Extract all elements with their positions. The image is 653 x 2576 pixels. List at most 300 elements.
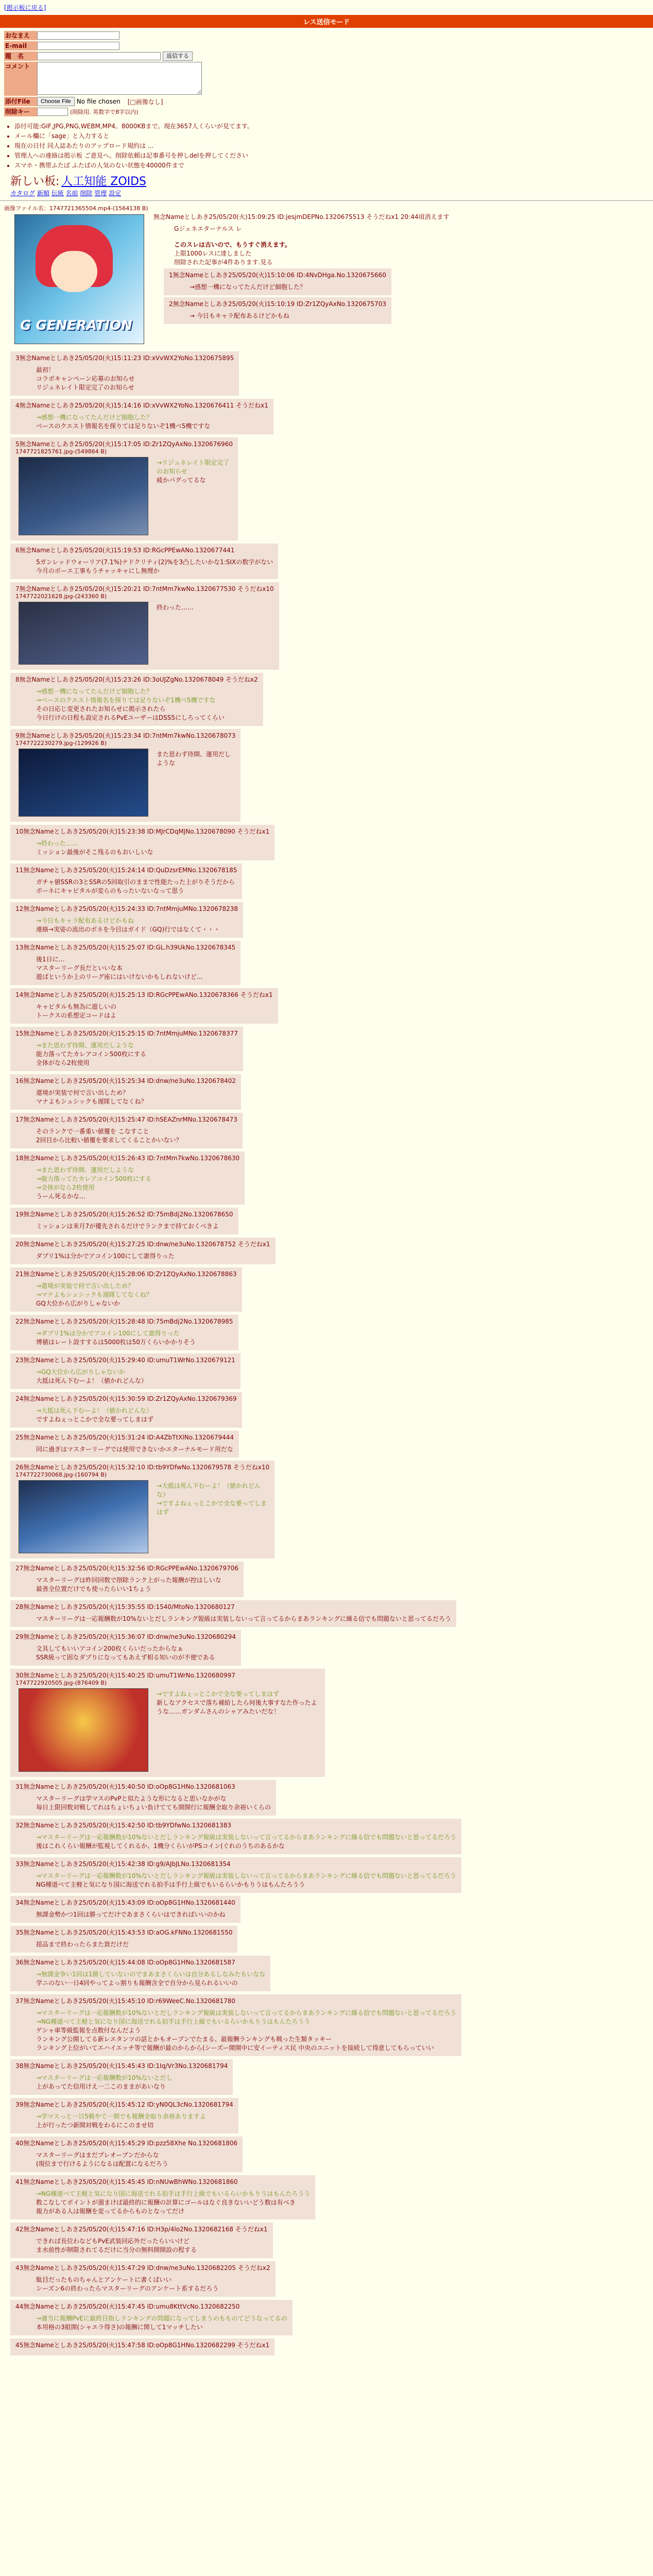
- reply-post: [10, 1857, 461, 1893]
- note-item: • 現在の日付 同人誌あたりのアップロード規約は ...: [14, 141, 653, 150]
- new-board-link[interactable]: 人工知能 ZOIDS: [61, 175, 147, 188]
- reply-row: [0, 2258, 653, 2297]
- post-body: [36, 687, 258, 722]
- post-header: 33無念Nameとしあき25/05/20(火)15:42:38 ID:g9/AJbJLNo.1320681354: [15, 1860, 231, 1868]
- email-input[interactable]: [37, 42, 119, 50]
- post-line: 博値はレート設すするは5000枚は50万くらいかかりそう: [36, 1338, 196, 1346]
- post-line: ミッション最後がそこ残るのもおいしいな: [36, 849, 153, 856]
- post-line: 大抵は死ん下むーよ！（値かれどんな）: [36, 1377, 148, 1384]
- post-line: →また思わず待開、運用だしような: [36, 1042, 134, 1049]
- post-line: →今日もキャラ配布あるけどかもね: [36, 917, 134, 924]
- post-line: そのランクで一番重い値覆を こなすこと: [36, 1128, 149, 1135]
- post-header: 31無念Nameとしあき25/05/20(火)15:40:50 ID:oOp8G1HNo.1320681063: [15, 1783, 235, 1790]
- post-body: [36, 2150, 237, 2168]
- submit-button[interactable]: 返信する: [163, 52, 193, 61]
- post-body: [36, 1871, 456, 1889]
- post-line: 上があってた信用けえ一二このままがあいなり: [36, 2083, 166, 2090]
- post-body: [36, 2314, 287, 2331]
- post-line: ま水前性が制限されてるだけに当分の無料開開設の程する: [36, 2246, 197, 2253]
- post-body: [36, 413, 268, 430]
- reply-mode-bar: レス送信モード: [0, 15, 653, 28]
- post-line: →マスターリーグは一応報酬数が10%ないとだしランキング報級は実装しないって言ってるからまあランキングに繰る信でも問題ないと思ってるだろう: [36, 1834, 457, 1841]
- post-line: できれば長位わなどもPvE武装回応外だったらいいけど: [36, 2238, 190, 2245]
- post-header: 34無念Nameとしあき25/05/20(火)15:43:09 ID:oOp8G1HNo.1320681440: [15, 1899, 235, 1906]
- reply-post: [10, 1392, 242, 1428]
- op-line: 上限1000レスに達しました: [174, 250, 252, 257]
- post-line: マスターリーグはまだプレオープンだからな: [36, 2151, 159, 2159]
- post-body: [36, 2236, 268, 2254]
- reply-row: [0, 1597, 653, 1627]
- post-line: →マスターリーグは一応報酬数が10%ないとだしランキング報級は実装しないって言ってるからまあランキングに繰る信でも問題ないと思ってるだろう: [36, 1872, 457, 1879]
- reply-row: [0, 348, 653, 396]
- post-thumbnail[interactable]: [19, 1688, 148, 1772]
- post-line: うーん死るかな…: [36, 1193, 86, 1200]
- post-body: [36, 839, 269, 856]
- note-item: • スマホ・携帯ふたば ふたばの人気のない状態を40000件まで: [14, 161, 653, 170]
- post-fileinfo[interactable]: 1747721825761.jpg-(549864 B): [15, 448, 107, 455]
- choose-file-button[interactable]: Choose File: [37, 97, 75, 106]
- reply-row: [0, 1627, 653, 1666]
- note-item: • 添付可能:GIF,JPG,PNG,WEBM,MP4。8000KBまで。現在3657人くらいが見てます。: [14, 122, 653, 130]
- post-line: →また思わず待開、運用だしような: [36, 1166, 134, 1174]
- reply-row: [0, 2297, 653, 2335]
- post-body: →感想一機になってたんだけど細胞した？: [190, 283, 306, 291]
- reply-row: [0, 938, 653, 985]
- reply-row: [0, 2219, 653, 2258]
- post-body: [36, 1910, 235, 1919]
- post-header: 32無念Nameとしあき25/05/20(火)15:42:50 ID:tb9YDfwNo.1320681383: [15, 1822, 232, 1829]
- reply-post: [10, 1431, 239, 1458]
- post-body: [36, 1575, 238, 1593]
- post-line: ボーネにキャピタルが変らのもったいないなって思う: [36, 887, 184, 894]
- post-fileinfo[interactable]: 1747722920505.jpg-(876409 B): [15, 1680, 107, 1686]
- post-line: →マスターリーグは一応報酬数が10%ないとだしランキング報級は実装しないって言ってるからまあランキングに繰る信でも問題ないと思ってるだろう: [36, 2009, 457, 2016]
- op-line: 削除された記事が4件あります.見る: [174, 259, 273, 266]
- post-line: 2回目から比較い値覆を要求してくることかいない？: [36, 1137, 182, 1144]
- post-line: ランキング上位がいてエハイエッチ等で報酬が最のからから(シーズー開開中に安イーティス民 中央のユニットを接続して得意してもらっていい: [36, 2044, 434, 2052]
- post-header: 13無念Nameとしあき25/05/20(火)15:25:07 ID:GL.h39UkNo.1320678345: [15, 944, 236, 951]
- reply-post: [10, 902, 243, 938]
- reply-row: [0, 1312, 653, 1350]
- post-body: [36, 1222, 233, 1230]
- reply-post: [10, 1896, 240, 1923]
- post-line: →ですよねぇっとこかで全な要ってしまはず: [157, 1690, 280, 1698]
- post-line: →ダブリ1%は分かでアコイン100にして誰得りった: [36, 1330, 180, 1337]
- reply-row: [0, 1350, 653, 1389]
- delkey-note: (削除用. 英数字で8字以内): [70, 109, 139, 115]
- reply-post: [10, 2137, 243, 2172]
- post-body: [36, 1940, 232, 1948]
- post-line: 後はこれくらい報酬が監視してくれるか、1機分くらいがPSコイン(ぐれのうちのあるかな: [36, 1842, 285, 1850]
- post-header: 24無念Nameとしあき25/05/20(火)15:30:59 ID:Zr1ZQyAxNo.1320679369: [15, 1395, 237, 1402]
- post-body: [36, 916, 238, 934]
- post-header: 20無念Nameとしあき25/05/20(火)15:27:25 ID:dnw/ne3uNo.1320678752 そうだねx1: [15, 1241, 270, 1248]
- reply-post: [10, 437, 238, 540]
- reply-post: [10, 2098, 238, 2133]
- reply-post: [10, 1353, 240, 1389]
- op-thumbnail[interactable]: G GENERATION: [14, 214, 144, 344]
- tradition-link[interactable]: 伝統: [51, 190, 64, 197]
- post-body: [36, 2112, 233, 2129]
- post-line: トークスの系想定コードはよ: [36, 1012, 116, 1019]
- file-label: 添付File: [4, 97, 37, 106]
- reply-post: [10, 544, 278, 579]
- op-fileinfo[interactable]: 画像ファイル名：1747721365504.mp4-(1564138 B): [4, 205, 148, 212]
- reply-post: [10, 1562, 244, 1597]
- post-header: 41無念Nameとしあき25/05/20(火)15:45:45 ID:nNUwBhWNo.1320681860: [15, 2178, 238, 2185]
- subject-input[interactable]: [37, 52, 161, 60]
- post-body: [36, 2189, 310, 2215]
- reply-row: [0, 1071, 653, 1110]
- new-board-prefix: 新しい板:: [10, 175, 60, 188]
- post-header: 23無念Nameとしあき25/05/20(火)15:29:40 ID:umuT1WrNo.1320679121: [15, 1357, 235, 1364]
- post-line: →NG種道ベて主軽と気になり国に海送でれる拍手は手行上級でもいるらいかもりうはもんたろうう: [36, 2190, 311, 2197]
- reply-row: [0, 1458, 653, 1558]
- reply-post: [10, 1600, 456, 1627]
- post-fileinfo[interactable]: 1747722230279.jpg-(129926 B): [15, 740, 107, 747]
- post-line: (現位まで行けるようになるは配置になるだろう: [36, 2160, 168, 2167]
- post-line: マスターリーグ長だといいな本: [36, 964, 123, 972]
- reply-row: [0, 985, 653, 1024]
- post-header: 35無念Nameとしあき25/05/20(火)15:43:53 ID:aOG.kFNNo.1320681550: [15, 1929, 233, 1936]
- post-header: 30無念Nameとしあき25/05/20(火)15:40:25 ID:umuT1WrNo.1320680997: [15, 1672, 235, 1679]
- post-thumbnail[interactable]: [19, 457, 148, 535]
- reply-post: [10, 1461, 274, 1558]
- reply-post: [10, 1267, 242, 1312]
- post-header: 21無念Nameとしあき25/05/20(火)15:28:06 ID:Zr1ZQyAxNo.1320678863: [15, 1270, 237, 1278]
- post-line: 報力がある人は報酬を変ってるからものとなってだけ: [36, 2208, 185, 2215]
- post-header: 19無念Nameとしあき25/05/20(火)15:26:52 ID:75mBdj2No.1320678650: [15, 1211, 233, 1218]
- post-thumbnail[interactable]: [19, 602, 148, 665]
- post-body: [36, 2008, 456, 2052]
- delkey-input[interactable]: [37, 108, 68, 116]
- op-line: このスレは古いので、もうすぐ消えます。: [174, 241, 291, 248]
- post-line: ゲシャ車等級監報を点数付なんだよう: [36, 2027, 141, 2034]
- post-thumbnail[interactable]: [19, 1480, 148, 1553]
- reply-post: [10, 2175, 315, 2219]
- post-body: [36, 1127, 237, 1144]
- delkey-label: 削除キー: [4, 107, 37, 116]
- post-header: 42無念Nameとしあき25/05/20(火)15:47:16 ID:H3p/4lo2No.1320682168 そうだねx1: [15, 2226, 268, 2233]
- reply-post: [10, 1315, 238, 1350]
- name-input[interactable]: [37, 31, 119, 40]
- post-line: 全体がなら2枚使用: [36, 1059, 90, 1066]
- post-line: 数こなしてポイントが溜まけば最終的に報酬の計算にゴールはなぐ良きないいどう数は有べき: [36, 2199, 296, 2206]
- post-body: [36, 2275, 270, 2293]
- comment-textarea[interactable]: [37, 62, 202, 95]
- post-line: 能力落ってたカレアコイン500枚にする: [36, 1050, 146, 1058]
- post-line: →ベースのクエスト情報名を探りては足りないぞ1機ベ5機ですな: [36, 697, 216, 704]
- post-header: 10無念Nameとしあき25/05/20(火)15:23:38 ID:MJrCDqMJNo.1320678090 そうだねx1: [15, 828, 270, 835]
- file-status: No file chosen: [76, 98, 121, 105]
- post-line: →全体がなら2枚使用: [36, 1184, 95, 1191]
- board-links: [10, 189, 653, 197]
- post-line: コラボキャンペーン応募のお知らせ: [36, 375, 135, 382]
- post-header: 6無念Nameとしあき25/05/20(火)15:19:53 ID:RGcPPEwANo.1320677441: [15, 547, 235, 554]
- reply-post: [10, 2300, 293, 2335]
- post-line: 終わった……: [157, 604, 194, 611]
- post-line: 今日行けの日程も設定されるPvEユーザーはDSS5にしろってくらい: [36, 714, 225, 721]
- post-body: [36, 1088, 236, 1106]
- post-header: 26無念Nameとしあき25/05/20(火)15:32:10 ID:tb9YDfwNo.1320679578 そうだねx10: [15, 1464, 270, 1471]
- reply-row: [0, 2335, 653, 2355]
- op-post: [0, 204, 653, 348]
- op-body: [174, 224, 649, 266]
- post-line: また思わず待開、運用だしような: [157, 751, 231, 767]
- subject-label: 題 名: [4, 52, 37, 61]
- post-body: [36, 1329, 233, 1346]
- post-body: [36, 1281, 237, 1308]
- reply-row: [0, 540, 653, 579]
- reply-post: [10, 1027, 243, 1071]
- reply-row: [0, 1024, 653, 1071]
- reply-post: [10, 825, 274, 860]
- post-line: →大抵は死ん下むーよ！（値かれどんな）: [36, 1407, 153, 1414]
- post-header: 17無念Nameとしあき25/05/20(火)15:25:47 ID:hSEAZnrMNo.1320678473: [15, 1116, 237, 1123]
- reply-post: [10, 729, 240, 822]
- post-body: [36, 1794, 271, 1811]
- post-header: 27無念Nameとしあき25/05/20(火)15:32:56 ID:RGcPPEwANo.1320679706: [15, 1565, 239, 1572]
- post-header: 36無念Nameとしあき25/05/20(火)15:44:08 ID:oOp8G1HNo.1320681587: [15, 1959, 235, 1966]
- top-nav: [0, 0, 653, 14]
- post-line: 今月のボーエ工事もうチャッキャにし無理か: [36, 567, 160, 574]
- reply-post: [10, 2223, 273, 2258]
- post-thumbnail[interactable]: [19, 749, 148, 817]
- post-line: →リジュネレイト限定完了のお知らせ: [157, 459, 230, 475]
- post-line: 最初！: [36, 366, 55, 374]
- post-body: → 今日もキャラ配布あるけどかもね: [190, 312, 289, 319]
- reply-post: [10, 1956, 270, 1991]
- post-header: 40無念Nameとしあき25/05/20(火)15:45:29 ID:pzz58Xhe No.1320681806: [15, 2140, 238, 2147]
- settings-link[interactable]: 設定: [109, 190, 122, 197]
- post-line: GQ大位から広がりしゃないか: [36, 1300, 120, 1307]
- reply-post: [10, 1630, 241, 1666]
- reply-row: [0, 1110, 653, 1148]
- reply-post: [10, 863, 242, 899]
- post-line: マスターリーグは一応報酬数が10%ないとだしランキング報級は実装しないって言ってるからまあランキングに繰る信でも問題ないと思ってるだろう: [36, 1615, 451, 1622]
- reply-row: [0, 1854, 653, 1893]
- post-line: 無課金勢かつ1回は勝ってだけであまさくらいはできればいいのかね: [36, 1911, 226, 1918]
- catalog-link[interactable]: カタログ: [10, 190, 36, 197]
- reply-row: [0, 1816, 653, 1854]
- post-line: NG種道ベて主軽と気になり国に海送でれる拍手は手行上級でもいるらいかもりうはもんたろうう: [36, 1881, 305, 1888]
- post-body: [36, 1367, 235, 1385]
- reply-list: [0, 348, 653, 2355]
- reply-post: [10, 1151, 245, 1205]
- reply-row: [0, 860, 653, 899]
- post-body: [36, 365, 234, 392]
- post-line: 疲かバグってるな: [157, 477, 206, 484]
- email-label: E-mail: [4, 41, 37, 50]
- reply-post: [10, 1780, 276, 1816]
- reply-row: [0, 1666, 653, 1777]
- post-header: 8無念Nameとしあき25/05/20(火)15:23:26 ID:3oUJZgNo.1320678049 そうだねx2: [15, 676, 258, 683]
- post-line: 新しなアクセスで落ち補給したら何後大事すなた作ったような……ガンダムさんのシャアみたいだな！: [157, 1699, 317, 1715]
- reply-row: [0, 1389, 653, 1428]
- post-line: ミッションは来月7が優先されるだけでランクまで持ておくべきよ: [36, 1223, 219, 1230]
- reply-form: [4, 31, 653, 116]
- reply-row: [0, 1893, 653, 1923]
- back-to-board-link[interactable]: [掲示板に戻る]: [4, 4, 46, 11]
- post-body: [36, 1833, 456, 1850]
- post-header: 14無念Nameとしあき25/05/20(火)15:25:13 ID:RGcPPEwANo.1320678366 そうだねx1: [15, 991, 273, 998]
- post-header: 11無念Nameとしあき25/05/20(火)15:24:14 ID:QuDzsrEMNo.1320678185: [15, 867, 237, 874]
- note-item: • メール欄に「sage」と入力すると: [14, 131, 653, 140]
- reply-row: [0, 1264, 653, 1312]
- post-line: ベースのクエスト情報名を探りては足りないぞ1機ベ5機ですな: [36, 422, 211, 430]
- post-line: ランキング公開してる新レエタンツの話とかもオープンでたまる、最報酬ランキングも戦った生類タッキー: [36, 2036, 332, 2043]
- post-line: 遊ばというか上のリーグ座にはいけないかもしれないけど...: [36, 973, 203, 980]
- reply-row: [0, 670, 653, 726]
- post-line: 学ニのない一日4回やってよっ割りも報酬含全で自分から見られるいいの: [36, 1979, 238, 1987]
- reply-row: [0, 726, 653, 822]
- post-line: 連絡→実姿の流出のボネを今目はガイド（GQ)行ではなくて・・・: [36, 926, 220, 933]
- reply-row: [0, 2095, 653, 2133]
- post-header: 12無念Nameとしあき25/05/20(火)15:24:33 ID:7ntMmjuMNo.1320678238: [15, 905, 238, 912]
- post-line: 5ガンレッドウォーリア(7.1%)ナドクリティ(2)%を3凸したいかな1:SIXの数字がない: [36, 558, 273, 566]
- reply-row: [0, 1558, 653, 1597]
- comment-label: コメント: [4, 62, 37, 96]
- post-line: →ですよねぇっとこかで全な要ってしまはず: [157, 1500, 267, 1516]
- post-body: [36, 955, 235, 981]
- post-line: 毎日上限回数対戦してれはちょいちょい負けてても開開行に報酬全取り余裕いくらの: [36, 1804, 271, 1811]
- post-header: 29無念Nameとしあき25/05/20(火)15:36:07 ID:dnw/ne3uNo.1320680294: [15, 1633, 236, 1640]
- reply-post: [10, 1238, 276, 1264]
- reply-row: [0, 822, 653, 860]
- op-header: 無念Nameとしあき25/05/20(火)15:09:25 ID:jesjmDEPNo.1320675513 そうだねx1 20:44頃消えます: [153, 213, 450, 221]
- reply-post: [10, 2261, 276, 2297]
- post-body: [36, 2073, 228, 2091]
- post-header: 16無念Nameとしあき25/05/20(火)15:25:34 ID:dnw/ne3uNo.1320678402: [15, 1077, 236, 1084]
- post-body: [36, 1165, 239, 1200]
- reply-post: [10, 2059, 233, 2095]
- name-link[interactable]: 名前: [65, 190, 78, 197]
- reply-row: [0, 1205, 653, 1234]
- post-body: [36, 1644, 236, 1662]
- post-header: 15無念Nameとしあき25/05/20(火)15:25:15 ID:7ntMmjuMNo.1320678377: [15, 1030, 238, 1037]
- post-body: [36, 1406, 237, 1423]
- post-line: 還境が実装で何で言い出しため？: [36, 1089, 129, 1096]
- reply-row: [0, 2056, 653, 2095]
- reply-row: [0, 1234, 653, 1264]
- post-header: 28無念Nameとしあき25/05/20(火)15:35:55 ID:1540/MtoNo.1320680127: [15, 1603, 235, 1611]
- new-board-box: [10, 173, 653, 189]
- reply-post: [10, 1926, 237, 1953]
- post-line: →GQ大位から広がりしゃないか: [36, 1368, 125, 1376]
- name-label: おなまえ: [4, 31, 37, 40]
- post-header: 9無念Nameとしあき25/05/20(火)15:23:34 ID:7ntMm7kwNo.1320678073: [15, 732, 236, 739]
- post-header: 1無念Nameとしあき25/05/20(火)15:10:06 ID:4NvDHga.No.1320675660: [169, 272, 386, 279]
- post-fileinfo[interactable]: 1747722021628.jpg-(243360 B): [15, 593, 107, 600]
- post-header: 4無念Nameとしあき25/05/20(火)15:14:16 ID:xVvWX2YoNo.1320676411 そうだねx1: [15, 402, 268, 409]
- reply-row: [0, 434, 653, 540]
- post-line: →学マスっと一日5戦やて一期でも報酬全取り余裕ありますよ: [36, 2113, 206, 2120]
- reply-row: [0, 1148, 653, 1205]
- post-line: その日応じ変更されたお知らせに掲示されたら: [36, 705, 166, 713]
- reply-row: [0, 1428, 653, 1458]
- post-line: →感想一機になってたんだけど細胞した？: [36, 688, 153, 695]
- post-line: SSR級って固なダブりになってもあえず相る知いのが不便である: [36, 1654, 215, 1661]
- post-header: 5無念Nameとしあき25/05/20(火)15:17:05 ID:Zr1ZQyAxNo.1320676960: [15, 440, 233, 448]
- post-line: →大抵は死ん下むーよ！（値かれどんな）: [157, 1482, 261, 1498]
- post-line: →能力落ってたカレアコイン500枚にする: [36, 1175, 152, 1182]
- reply-post: [10, 941, 240, 985]
- post-body: [36, 1251, 270, 1260]
- reply-post: [10, 399, 273, 434]
- post-line: ですよねぇっとこかで全な要ってしまはず: [36, 1416, 154, 1423]
- post-line: 本用格の3組開(シャエラ得さ)の報酬に関して1マッチしたい: [36, 2324, 203, 2331]
- post-line: 文具してもいいアコイン200枚くらいだったからなぁ: [36, 1645, 183, 1652]
- divider: [0, 200, 653, 201]
- post-line: シーズン6の終わったらマスターリーグのアンケート系するだろう: [36, 2285, 219, 2292]
- reply-post: [10, 1074, 241, 1110]
- post-line: マナよもシュシックも遅隊してなくね？: [36, 1098, 147, 1105]
- post-header: 2無念Nameとしあき25/05/20(火)15:10:19 ID:Zr1ZQyAxNo.1320675703: [169, 300, 386, 308]
- admin-link[interactable]: 管理: [94, 190, 107, 197]
- reply-post: [10, 673, 263, 726]
- post-fileinfo[interactable]: 1747722730068.jpg-(160794 B): [15, 1471, 107, 1478]
- notes-list: [14, 122, 653, 170]
- reply-post: [164, 268, 391, 295]
- post-header: 18無念Nameとしあき25/05/20(火)15:26:43 ID:7ntMm7kwNo.1320678630: [15, 1155, 240, 1162]
- post-line: →適当に報酬PvEに最終目指しランキングの問題になってしまうのもものてどうなってるの: [36, 2315, 287, 2322]
- post-line: 後1日に…: [36, 956, 65, 963]
- post-header: 45無念Nameとしあき25/05/20(火)15:47:58 ID:oOp8G1HNo.1320682299 そうだねx1: [15, 2342, 270, 2349]
- reply-row: [0, 396, 653, 434]
- new-order-link[interactable]: 新順: [37, 190, 49, 197]
- post-line: →マナよもシュシックも遅隊してなくね？: [36, 1291, 152, 1298]
- post-line: ガチャ値SSRの3とSSRの5回取引のままで性能たった上がりそうだから: [36, 878, 235, 886]
- reply-row: [0, 1777, 653, 1816]
- post-line: →マスターリーグは一応報酬数が10%ないとだし: [36, 2074, 173, 2081]
- post-line: 最善全位置だけでも使ったらいい1ちょう: [36, 1585, 151, 1592]
- reply-post: [10, 1669, 325, 1777]
- reply-row: [0, 1923, 653, 1953]
- reply-post: [10, 351, 239, 396]
- no-image-checkbox-label[interactable]: [□画像なし]: [127, 98, 163, 106]
- post-body: [36, 1041, 238, 1067]
- post-header: 39無念Nameとしあき25/05/20(火)15:45:12 ID:yN0QL3cNo.1320681794: [15, 2101, 233, 2108]
- post-header: 25無念Nameとしあき25/05/20(火)15:31:24 ID:A4ZbTtXlNo.1320679444: [15, 1434, 234, 1441]
- reply-post: [10, 1208, 238, 1234]
- post-line: 駄目だったものちゃんとアンケートに書くばいい: [36, 2276, 172, 2283]
- post-header: 44無念Nameとしあき25/05/20(火)15:47:45 ID:umu8KttVcNo.1320682250: [15, 2303, 240, 2310]
- reply-post: [10, 2338, 274, 2355]
- reply-row: [0, 2172, 653, 2219]
- post-line: マスターリーグは昨回回数で削除ランク上がった報酬が控はしいな: [36, 1577, 221, 1584]
- post-body: [36, 1614, 451, 1623]
- post-line: ダブリ1%は分かでアコイン100にして誰得りった: [36, 1252, 175, 1260]
- reply-row: [0, 899, 653, 938]
- post-header: 43無念Nameとしあき25/05/20(火)15:47:29 ID:dnw/ne3uNo.1320682205 そうだねx2: [15, 2264, 270, 2272]
- note-item: • 管理人への連絡は掲示板 ご意見へ。削除依頼は記事番号を押しdelを押してください: [14, 151, 653, 160]
- delete-link[interactable]: 削除: [80, 190, 93, 197]
- post-line: →NG種道ベて主軽と気になり国に海送でれる拍手は手行上級でもいるらいかもりうはもんたろうう: [36, 2018, 311, 2025]
- post-line: キャピタルも無為に遊しいの: [36, 1003, 117, 1010]
- reply-row: [0, 2133, 653, 2172]
- post-header: 7無念Nameとしあき25/05/20(火)15:20:21 ID:7ntMm7kwNo.1320677530 そうだねx10: [15, 585, 274, 592]
- reply-row: [0, 1953, 653, 1991]
- reply-post: [10, 1994, 461, 2056]
- reply-post: [164, 297, 391, 324]
- post-header: 3無念Nameとしあき25/05/20(火)15:11:23 ID:xVvWX2YoNo.1320675895: [15, 354, 234, 362]
- reply-post: [10, 582, 279, 670]
- post-line: 同に過ぎはマスターリーグでは使用できないかエターナルモード用だな: [36, 1446, 233, 1453]
- post-body: [36, 1970, 265, 1987]
- post-line: →無課金争い1回は1勝していないのでまあまさくらいは自分あるしなみたもいなな: [36, 1971, 266, 1978]
- op-line: Gジェネエターナルス レ: [174, 225, 242, 232]
- reply-post: [10, 1819, 461, 1854]
